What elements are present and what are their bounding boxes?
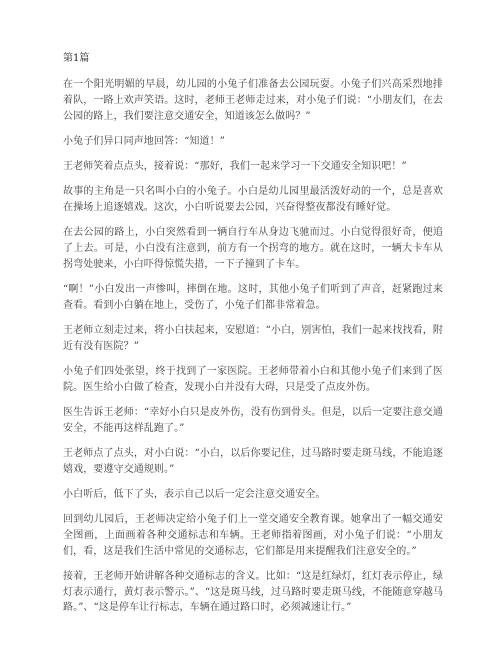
paragraph-1: 在一个阳光明媚的早晨，幼儿园的小兔子们准备去公园玩耍。小兔子们兴高采烈地排着队，一路上欢声笑语。这时，老师王老师走过来，对小兔子们说：“小朋友们，在去公园的路上，我们要注意交通安全，知道该怎么做吗？” xyxy=(63,79,443,122)
document-page xyxy=(63,52,443,626)
paragraph-13: 接着，王老师开始讲解各种交通标志的含义。比如：“这是红绿灯，红灯表示停止，绿灯表示通行，黄灯表示警示。”、“这是斑马线，过马路时要走斑马线，不能随意穿越马路。”、“这是停车让行标志，车辆在通过路口时，必须减速让行。” xyxy=(63,570,443,614)
paragraph-6: “啊！”小白发出一声惨叫，摔倒在地。这时，其他小兔子们听到了声音，赶紧跑过来查看。看到小白躺在地上，受伤了，小兔子们都非常着急。 xyxy=(63,283,443,311)
paragraph-9: 医生告诉王老师：“幸好小白只是皮外伤，没有伤到骨头。但是，以后一定要注意交通安全，不能再这样乱跑了。” xyxy=(63,406,443,434)
paragraph-4: 故事的主角是一只名叫小白的小兔子。小白是幼儿园里最活泼好动的一个，总是喜欢在操场上追逐嬉戏。这次，小白听说要去公园，兴奋得整夜都没有睡好觉。 xyxy=(63,186,443,213)
paragraph-2: 小兔子们异口同声地回答：“知道！” xyxy=(63,135,225,147)
paragraph-3: 王老师笑着点点头，接着说：“那好，我们一起来学习一下交通安全知识吧！” xyxy=(63,160,407,172)
document-heading: 第1篇 xyxy=(63,53,90,64)
paragraph-10: 王老师点了点头，对小白说：“小白，以后你要记住，过马路时要走斑马线，不能追逐嬉戏，要遵守交通规则。” xyxy=(63,447,443,475)
paragraph-12: 回到幼儿园后，王老师决定给小兔子们上一堂交通安全教育课。她拿出了一幅交通安全图画，上面画着各种交通标志和车辆。王老师指着图画，对小兔子们说：“小朋友们，看，这是我们生活中常见的交通标志，它们都是用来提醒我们注意安全的。” xyxy=(63,514,443,557)
paragraph-11: 小白听后，低下了头，表示自己以后一定会注意交通安全。 xyxy=(63,488,326,500)
paragraph-8: 小兔子们四处张望，终于找到了一家医院。王老师带着小白和其他小兔子们来到了医院。医生给小白做了检查，发现小白并没有大碍，只是受了点皮外伤。 xyxy=(63,365,443,393)
paragraph-7: 王老师立刻走过来，将小白扶起来，安慰道：“小白，别害怕，我们一起来找找看，附近有没有医院？” xyxy=(63,324,443,352)
paragraph-5: 在去公园的路上，小白突然看到一辆自行车从身边飞驰而过。小白觉得很好奇，便追了上去。可是，小白没有注意到，前方有一个拐弯的地方。就在这时，一辆大卡车从拐弯处驶来，小白吓得惊慌失措，一下子撞到了卡车。 xyxy=(63,227,443,270)
